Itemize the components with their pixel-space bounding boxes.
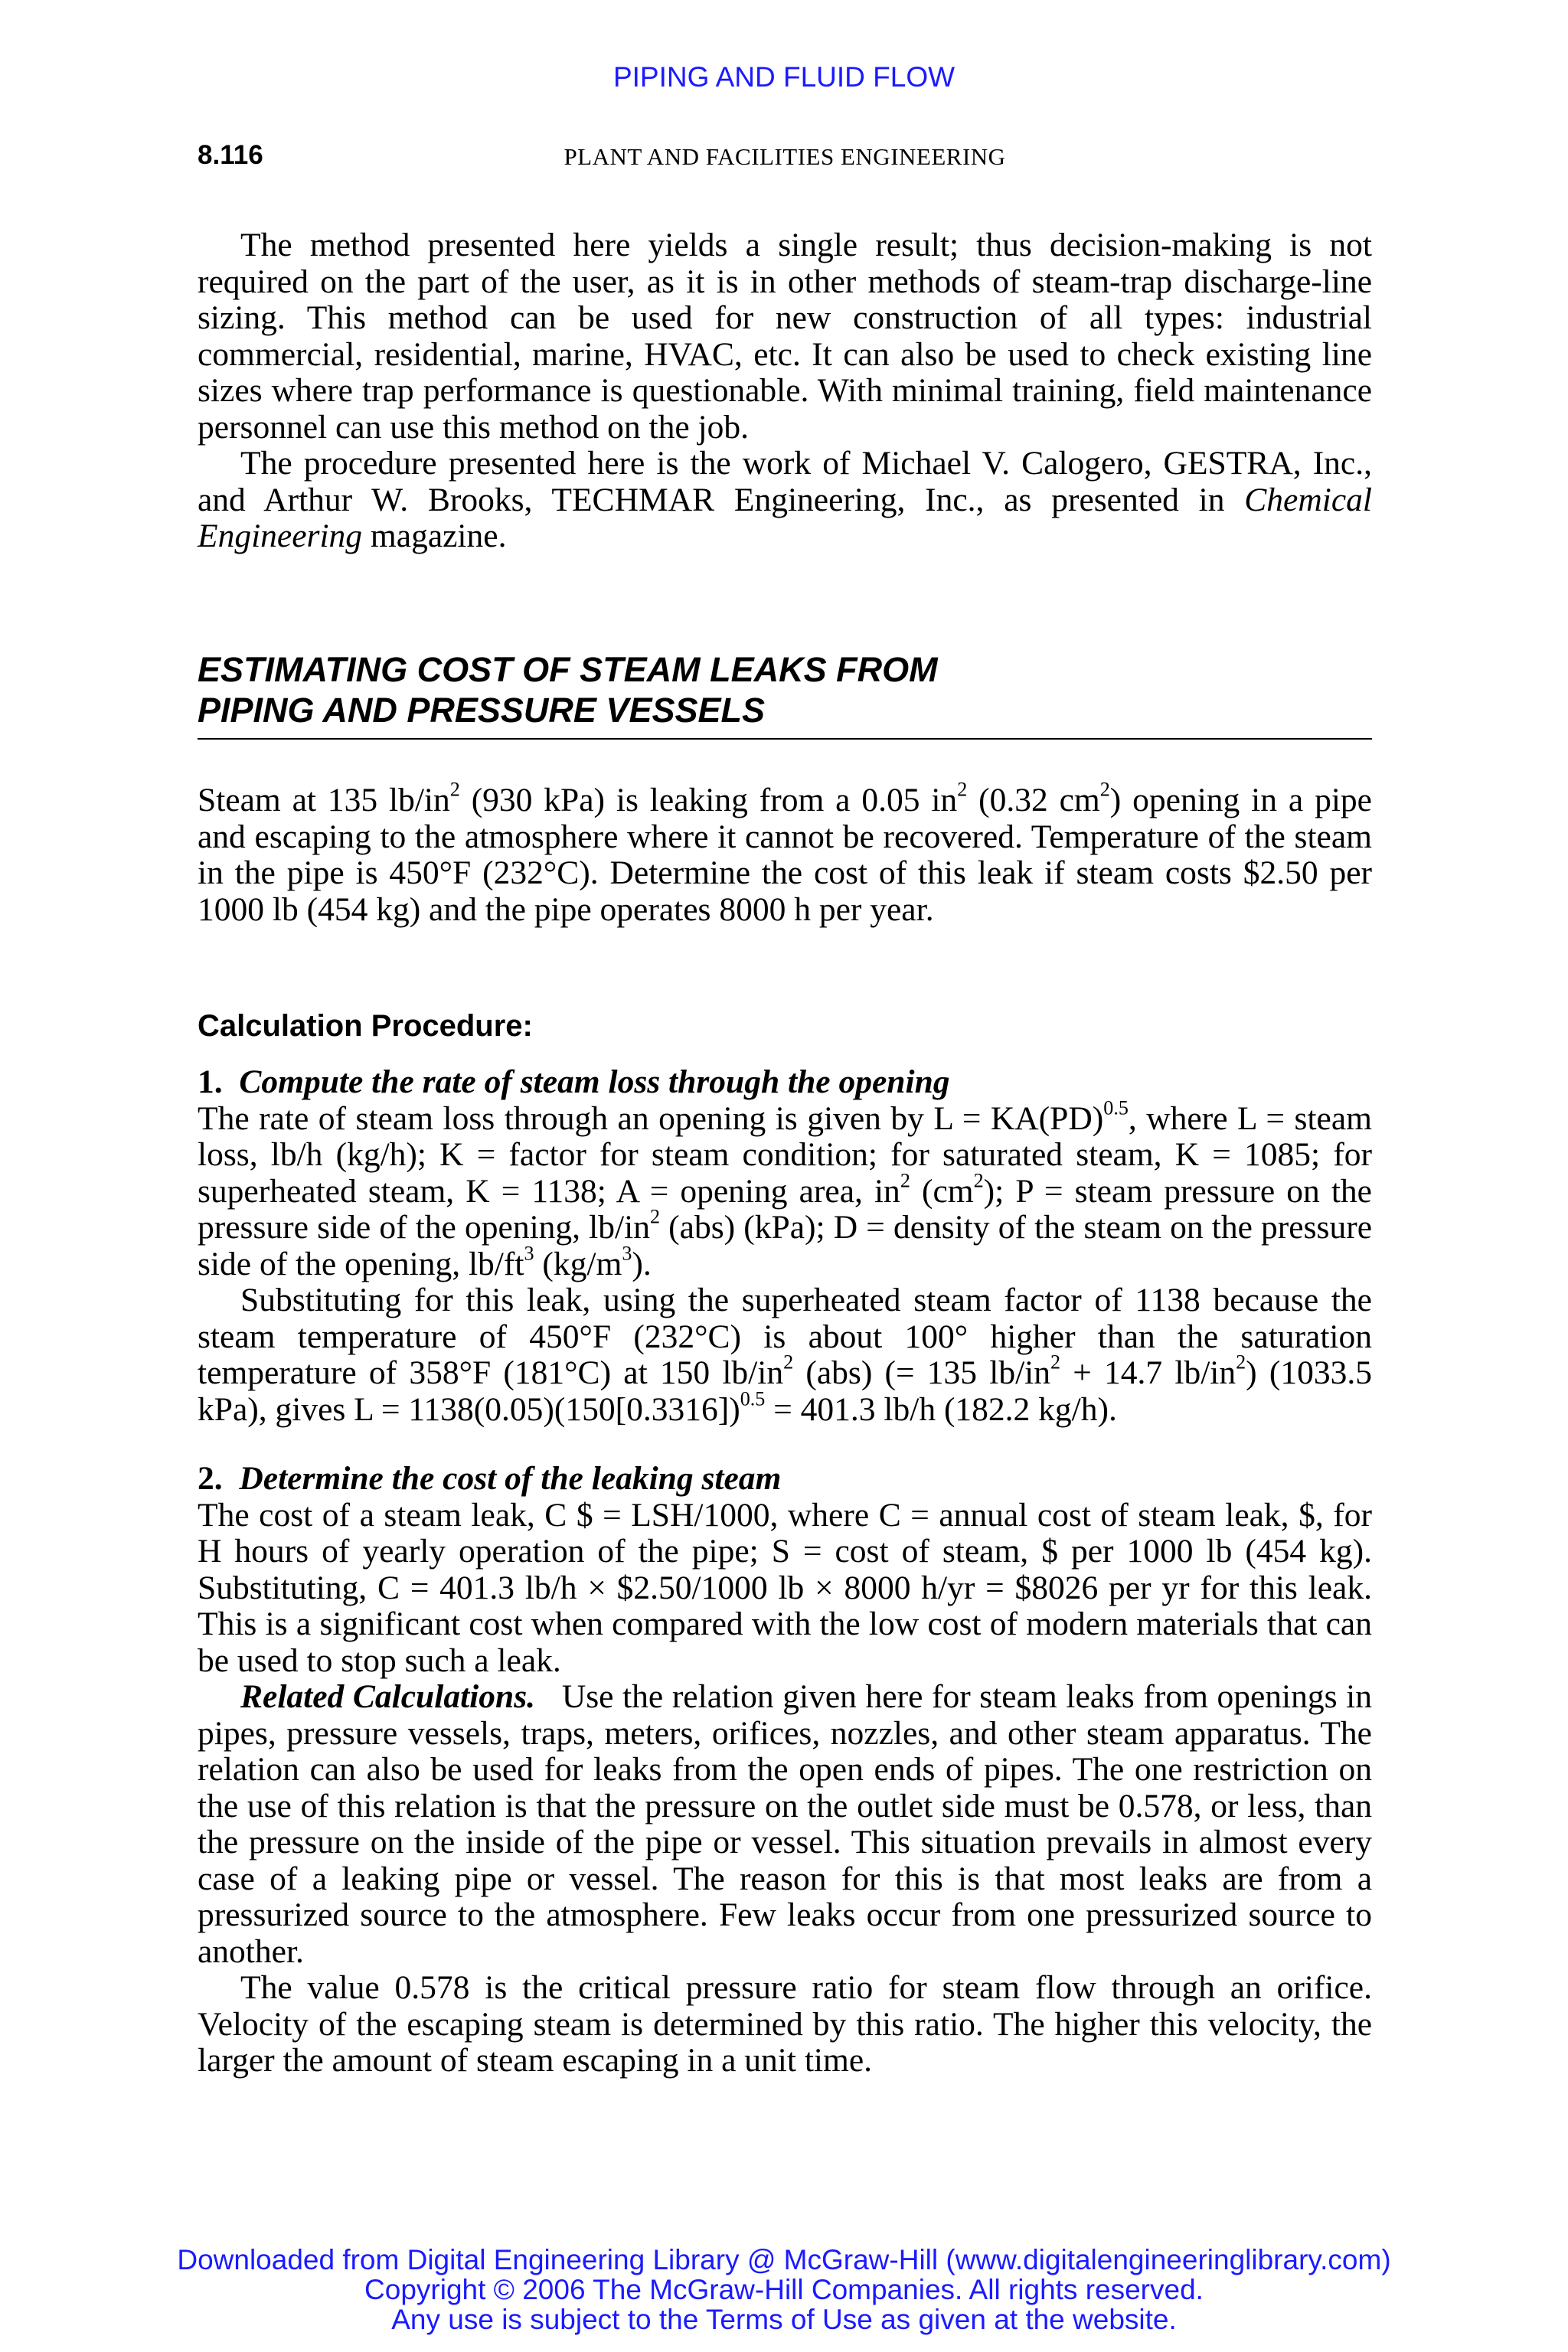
problem-paragraph: Steam at 135 $lb/in^2$ (930 kPa) is leaking from a 0.05 $in^2$ (0.32 $cm^2$) opening in a pipe and escaping to the atmosphere where it cannot be recovered. Temperature of the steam in the pipe is 450°F (232°C). Determine the cost of this leak if steam costs $2.50 per 1000 lb (454 kg) and the pipe operates 8000 h per year. <box>198 778 1372 928</box>
section-heading-line-2: PIPING AND PRESSURE VESSELS <box>198 691 766 730</box>
critical-ratio-paragraph: The value 0.578 is the critical pressure ratio for steam flow through an orifice. Velocity of the escaping steam is determined by this ratio. The higher this velocity, the larger the amount of steam escaping in a unit time. <box>198 1969 1372 2079</box>
section-heading <box>198 649 1372 740</box>
footer-copyright-link[interactable]: Copyright © 2006 The McGraw-Hill Companies. All rights reserved. <box>364 2274 1204 2305</box>
intro-text <box>198 227 1372 555</box>
step-1-paragraph: The rate of steam loss through an opening is given by L = KA(PD)$^{0.5}$, where L = steam loss, lb/h (kg/h); K = factor for steam condition; for saturated steam, K = 1085; for superheated steam, K = 1138; A = opening area, $in^2$ $(cm^2)$; P = steam pressure on the pressure side of the opening, $lb/in^2$ (abs) (kPa); D = density of the steam on the pressure side of the opening, $lb/ft^3$ $(kg/m^3)$. <box>198 1096 1372 1282</box>
calculation-procedure-heading: Calculation Procedure: <box>198 1009 533 1043</box>
step-2-heading <box>198 1461 1372 1498</box>
footer-terms-link[interactable]: Any use is subject to the Terms of Use as given at the website. <box>391 2304 1177 2335</box>
related-calculations-paragraph: Related Calculations. Use the relation given here for steam leaks from openings in pipes, pressure vessels, traps, meters, orifices, nozzles, and other steam apparatus. The relation can also be used for leaks from the open ends of pipes. The one restriction on the use of this relation is that the pressure on the outlet side must be 0.578, or less, than the pressure on the inside of the pipe or vessel. This situation prevails in almost every case of a leaking pipe or vessel. The reason for this is that most leaks are from a pressurized source to the atmosphere. Few leaks occur from one pressurized source to another. <box>198 1678 1373 1970</box>
intro-paragraph-2: The procedure presented here is the work of Michael V. Calogero, GESTRA, Inc., and Arthur W. Brooks, TECHMAR Engineering, Inc., as presented in Chemical Engineering magazine. <box>198 445 1372 554</box>
magazine-title: Chemical Engineering <box>198 481 1372 554</box>
section-heading-line-1: ESTIMATING COST OF STEAM LEAKS FROM <box>198 650 938 689</box>
related-calculations-label: Related Calculations. <box>240 1678 536 1715</box>
step-2-title: Determine the cost of the leaking steam <box>239 1460 782 1497</box>
footer-download-link[interactable]: Downloaded from Digital Engineering Library @ McGraw-Hill (www.digitalengineeringlibrary.com) <box>177 2244 1391 2275</box>
step-2-paragraph: The cost of a steam leak, C $ = LSH/1000, where C = annual cost of steam leak, $, for H hours of yearly operation of the pipe; S = cost of steam, $ per 1000 lb (454 kg). Substituting, C = 401.3 lb/h × $2.50/1000 lb × 8000 h/yr = $8026 per yr for this leak. This is a significant cost when compared with the low cost of modern materials that can be used to stop such a leak. <box>198 1496 1372 1679</box>
problem-statement <box>198 778 1372 928</box>
step-1-heading <box>198 1064 1372 1101</box>
running-title: PLANT AND FACILITIES ENGINEERING <box>564 143 1006 170</box>
step-1-number: 1. <box>198 1063 223 1100</box>
step-1-substitution: Substituting for this leak, using the superheated steam factor of 1138 because the steam temperature of 450°F (232°C) is about 100° higher than the saturation temperature of 358°F (181°C) at 150 $lb/in^2$ (abs) (= 135 $lb/in^2 + 14.7$ $lb/in^2$) (1033.5 kPa), gives $L = 1138(0.05)(150[0.3316])^{0.5} = 401.3$ lb/h (182.2 kg/h). <box>198 1282 1372 1428</box>
step-2-number: 2. <box>198 1460 223 1497</box>
calculation-steps <box>198 1064 1372 2079</box>
intro-paragraph-1: The method presented here yields a single result; thus decision-making is not required on the part of the user, as it is in other methods of steam-trap discharge-line sizing. This method can be used for new construction of all types: industrial commercial, residential, marine, HVAC, etc. It can also be used to check existing line sizes where trap performance is questionable. With minimal training, field maintenance personnel can use this method on the job. <box>198 227 1372 446</box>
step-1-title: Compute the rate of steam loss through the opening <box>239 1063 950 1100</box>
chapter-link[interactable]: PIPING AND FLUID FLOW <box>612 61 956 93</box>
download-footer <box>0 2245 1568 2334</box>
running-head <box>198 140 1372 178</box>
spacer <box>198 1428 1372 1461</box>
page-number: 8.116 <box>198 140 263 170</box>
